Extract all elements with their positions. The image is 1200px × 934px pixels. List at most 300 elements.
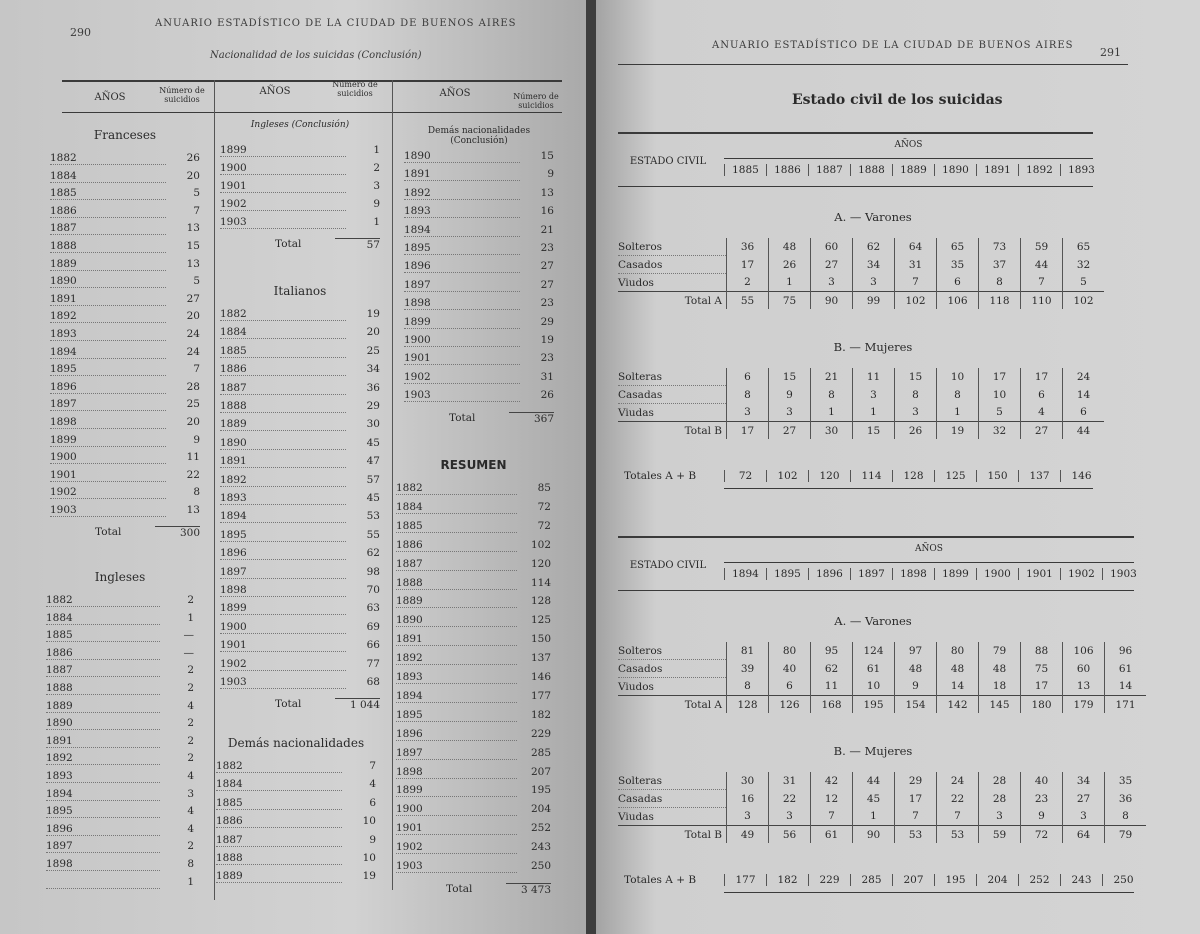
table-row xyxy=(216,760,376,778)
year-header: 1894 xyxy=(724,568,766,580)
value-cell: 18 xyxy=(979,678,1021,696)
value-cell: 3 xyxy=(727,404,769,422)
year-cell xyxy=(46,876,160,889)
year-cell: 1893 xyxy=(46,770,160,783)
table-row xyxy=(216,778,376,796)
block-title: Demás nacionalidades xyxy=(227,736,365,750)
row-label: Viudas xyxy=(618,808,727,826)
value-cell: 61 xyxy=(811,826,853,844)
value-cell: 19 xyxy=(937,422,979,440)
total-value: 125 xyxy=(934,470,976,482)
value-cell: 8 xyxy=(811,386,853,404)
value-cell: 25 xyxy=(186,398,200,411)
block-title: Demás nacionalidades (Conclusión) xyxy=(427,126,531,146)
value-cell: 98 xyxy=(366,565,380,578)
total-label: Total xyxy=(95,525,122,538)
table-row xyxy=(396,784,551,802)
value-cell: 37 xyxy=(979,256,1021,274)
table-row xyxy=(46,805,194,823)
year-cell: 1902 xyxy=(220,198,346,211)
year-cell: 1901 xyxy=(220,639,346,652)
year-cell: 1891 xyxy=(46,735,160,748)
year-cell: 1895 xyxy=(50,363,166,376)
year-cell: 1886 xyxy=(396,539,517,552)
table-row xyxy=(404,260,554,278)
value-cell: 6 xyxy=(1063,404,1105,422)
year-cell: 1882 xyxy=(46,594,160,607)
value-cell: 10 xyxy=(937,368,979,386)
row-label: Solteras xyxy=(618,368,727,386)
value-cell: 250 xyxy=(530,860,551,872)
table-row xyxy=(404,371,554,389)
table-row xyxy=(220,584,380,602)
year-cell: 1884 xyxy=(396,501,517,514)
year-header: 1902 xyxy=(1060,568,1102,580)
header-rule xyxy=(618,64,1128,65)
table-row xyxy=(46,647,194,665)
value-cell: 10 xyxy=(979,386,1021,404)
year-header: 1887 xyxy=(808,164,850,176)
year-cell: 1894 xyxy=(46,788,160,801)
table-row xyxy=(404,334,554,352)
value-cell: 8 xyxy=(895,386,937,404)
value-cell: 97 xyxy=(895,642,937,660)
right-page xyxy=(596,0,1200,934)
year-cell: 1900 xyxy=(50,451,166,464)
table-row xyxy=(618,256,1104,274)
value-cell: 137 xyxy=(530,652,551,665)
value-cell: 9 xyxy=(1021,808,1063,826)
value-cell: 114 xyxy=(530,576,551,589)
total-value: 204 xyxy=(976,874,1018,886)
year-cell: 1894 xyxy=(50,346,166,359)
year-cell: 1889 xyxy=(50,258,166,271)
value-cell: 6 xyxy=(727,368,769,386)
value-cell: 17 xyxy=(727,256,769,274)
value-cell: 3 xyxy=(187,787,194,800)
value-cell: 207 xyxy=(530,765,551,778)
total-value: 182 xyxy=(766,874,808,886)
year-header: 1898 xyxy=(892,568,934,580)
value-cell: 2 xyxy=(727,274,769,292)
table-row xyxy=(220,437,380,455)
row-label: Viudos xyxy=(618,274,727,292)
value-cell: 128 xyxy=(530,595,551,608)
table-row xyxy=(404,168,554,186)
table-row xyxy=(46,629,194,647)
value-cell: 9 xyxy=(193,433,200,446)
total-label: Total xyxy=(275,238,302,250)
value-cell: 13 xyxy=(540,186,554,199)
year-cell: 1893 xyxy=(50,328,166,341)
value-cell: 15 xyxy=(853,422,895,440)
table-row xyxy=(220,308,380,326)
year-cell: 1893 xyxy=(404,205,520,218)
table-row xyxy=(46,823,194,841)
table-row xyxy=(50,240,200,258)
year-cell: 1886 xyxy=(50,205,166,218)
value-cell: 75 xyxy=(1021,660,1063,678)
table-row xyxy=(618,404,1104,422)
value-cell: 6 xyxy=(1021,386,1063,404)
value-cell: 27 xyxy=(811,256,853,274)
year-cell: 1897 xyxy=(50,398,166,411)
value-cell: 31 xyxy=(540,370,554,383)
value-cell: 5 xyxy=(193,275,200,288)
table-row xyxy=(618,292,1104,310)
year-cell: 1898 xyxy=(396,766,517,779)
table-title: Estado civil de los suicidas xyxy=(792,92,1003,108)
value-cell: 57 xyxy=(366,473,380,486)
year-cell: 1891 xyxy=(220,455,346,468)
value-cell: 180 xyxy=(1021,696,1063,714)
value-cell: 59 xyxy=(979,826,1021,844)
row-label: Casados xyxy=(618,660,727,678)
year-header: 1900 xyxy=(976,568,1018,580)
value-cell: 24 xyxy=(186,345,200,358)
col-anos: AÑOS xyxy=(894,140,923,150)
value-cell: 154 xyxy=(895,696,937,714)
value-cell: 7 xyxy=(193,363,200,376)
year-cell: 1892 xyxy=(396,652,517,665)
total-value: 57 xyxy=(335,238,380,251)
year-cell: 1897 xyxy=(404,279,520,292)
value-cell: 9 xyxy=(895,678,937,696)
table-row xyxy=(220,400,380,418)
table-row xyxy=(396,539,551,557)
value-cell: 4 xyxy=(369,778,376,791)
value-cell: 13 xyxy=(186,257,200,270)
table-row xyxy=(618,368,1104,386)
running-header: ANUARIO ESTADÍSTICO DE LA CIUDAD DE BUENOS AIRES xyxy=(155,18,517,29)
table-row xyxy=(216,834,376,852)
year-cell: 1896 xyxy=(396,728,517,741)
value-cell: 6 xyxy=(369,796,376,809)
value-cell: 73 xyxy=(979,238,1021,256)
value-cell: 2 xyxy=(187,594,194,606)
value-cell: 11 xyxy=(186,451,200,464)
year-cell: 1885 xyxy=(46,629,160,642)
value-cell: 23 xyxy=(540,242,554,254)
total-value: 207 xyxy=(892,874,934,886)
value-cell: 48 xyxy=(895,660,937,678)
value-cell: 40 xyxy=(1021,772,1063,790)
year-cell: 1903 xyxy=(396,860,517,873)
year-cell: 1897 xyxy=(46,840,160,853)
value-cell: 128 xyxy=(727,696,769,714)
value-cell: 5 xyxy=(979,404,1021,422)
total-value: 250 xyxy=(1102,874,1144,886)
table-row xyxy=(618,790,1146,808)
section-title: B. — Mujeres xyxy=(833,744,913,758)
year-cell: 1885 xyxy=(220,345,346,358)
value-cell: 99 xyxy=(853,292,895,310)
value-cell: 19 xyxy=(366,308,380,320)
year-cell: 1892 xyxy=(50,310,166,323)
value-cell: 9 xyxy=(547,168,554,181)
table-row xyxy=(396,501,551,519)
table-row xyxy=(396,766,551,784)
year-header: 1896 xyxy=(808,568,850,580)
value-cell: 90 xyxy=(853,826,895,844)
value-cell: 85 xyxy=(537,482,551,494)
year-header: 1889 xyxy=(892,164,934,176)
row-label: Total B xyxy=(618,422,727,440)
total-value: 120 xyxy=(808,470,850,482)
year-cell: 1894 xyxy=(396,690,517,703)
value-cell: 62 xyxy=(366,547,380,560)
divider xyxy=(214,80,215,900)
value-cell: 55 xyxy=(366,528,380,541)
value-cell: 39 xyxy=(727,660,769,678)
table-row xyxy=(46,594,194,612)
value-cell: 1 xyxy=(769,274,811,292)
value-cell: 6 xyxy=(937,274,979,292)
value-cell: 28 xyxy=(186,380,200,393)
value-cell: 22 xyxy=(937,790,979,808)
value-cell: 56 xyxy=(769,826,811,844)
value-cell: 24 xyxy=(186,328,200,340)
value-cell: 62 xyxy=(853,238,895,256)
year-cell: 1902 xyxy=(404,371,520,384)
value-cell: 96 xyxy=(1105,642,1147,660)
value-cell: 20 xyxy=(186,416,200,428)
year-cell: 1895 xyxy=(46,805,160,818)
table-row xyxy=(220,326,380,344)
col-anos: AÑOS xyxy=(439,88,471,99)
value-cell: 68 xyxy=(366,676,380,688)
value-cell: 15 xyxy=(540,150,554,162)
table-row xyxy=(220,363,380,381)
value-cell: 47 xyxy=(366,455,380,468)
year-cell: 1884 xyxy=(46,612,160,625)
year-cell: 1890 xyxy=(396,614,517,627)
year-cell: 1887 xyxy=(50,222,166,235)
value-cell: 22 xyxy=(186,468,200,481)
value-cell: 16 xyxy=(727,790,769,808)
total-value: 150 xyxy=(976,470,1018,482)
value-cell: 1 xyxy=(853,404,895,422)
table-row xyxy=(404,205,554,223)
data-table xyxy=(618,772,1146,843)
value-cell: 14 xyxy=(1063,386,1105,404)
total-value: 229 xyxy=(808,874,850,886)
table-row xyxy=(396,652,551,670)
year-cell: 1885 xyxy=(216,797,342,810)
totals-label: Totales A + B xyxy=(624,874,697,886)
table-row xyxy=(220,216,380,234)
year-cell: 1887 xyxy=(46,664,160,677)
year-cell: 1882 xyxy=(396,482,517,495)
table-row xyxy=(220,639,380,657)
year-cell: 1888 xyxy=(220,400,346,413)
value-cell: 7 xyxy=(895,808,937,826)
table-row xyxy=(404,352,554,370)
section-title: A. — Varones xyxy=(834,614,912,628)
value-cell: 182 xyxy=(530,708,551,721)
total-label: Total xyxy=(449,411,476,424)
table-row xyxy=(396,841,551,859)
year-cell: 1898 xyxy=(220,584,346,597)
year-cell: 1898 xyxy=(404,297,520,310)
value-cell: 2 xyxy=(187,840,194,853)
value-cell: 17 xyxy=(1021,368,1063,386)
value-cell: 3 xyxy=(853,274,895,292)
total-value: 146 xyxy=(1060,470,1102,482)
year-cell: 1896 xyxy=(404,260,520,273)
table-row xyxy=(46,858,194,876)
totals-row xyxy=(724,874,1144,886)
value-cell: 9 xyxy=(369,833,376,846)
value-cell: 5 xyxy=(1063,274,1105,292)
year-header: 1897 xyxy=(850,568,892,580)
value-cell: 45 xyxy=(366,436,380,449)
value-cell: 7 xyxy=(1021,274,1063,292)
value-cell: 204 xyxy=(530,803,551,816)
year-cell: 1891 xyxy=(396,633,517,646)
col-anos: AÑOS xyxy=(259,86,291,97)
table-row xyxy=(396,577,551,595)
value-cell: 17 xyxy=(895,790,937,808)
table-row xyxy=(618,678,1146,696)
table-row xyxy=(618,826,1146,844)
value-cell: 60 xyxy=(811,238,853,256)
totals-row xyxy=(724,470,1102,482)
year-cell: 1898 xyxy=(50,416,166,429)
table-row xyxy=(396,860,551,878)
value-cell: 81 xyxy=(727,642,769,660)
value-cell: 24 xyxy=(1063,368,1105,386)
year-cell: 1901 xyxy=(220,180,346,193)
value-cell: 10 xyxy=(362,815,376,828)
value-cell: 10 xyxy=(853,678,895,696)
year-cell: 1890 xyxy=(50,275,166,288)
year-cell: 1903 xyxy=(404,389,520,402)
table-row xyxy=(220,492,380,510)
year-cell: 1886 xyxy=(220,363,346,376)
value-cell: 5 xyxy=(193,187,200,200)
running-header: ANUARIO ESTADÍSTICO DE LA CIUDAD DE BUENOS AIRES xyxy=(712,40,1074,51)
total-value: 114 xyxy=(850,470,892,482)
value-cell: 36 xyxy=(366,381,380,394)
value-cell: 23 xyxy=(540,352,554,365)
value-cell: 229 xyxy=(530,727,551,740)
col-estado: ESTADO CIVIL xyxy=(629,560,707,571)
table-row xyxy=(220,180,380,198)
value-cell: 23 xyxy=(1021,790,1063,808)
table-row xyxy=(404,389,554,407)
year-cell: 1888 xyxy=(396,577,517,590)
value-cell: 31 xyxy=(769,772,811,790)
value-cell: 55 xyxy=(727,292,769,310)
value-cell: 34 xyxy=(366,363,380,376)
table-row xyxy=(216,852,376,870)
year-cell: 1895 xyxy=(396,709,517,722)
row-label: Solteros xyxy=(618,642,727,660)
value-cell: 6 xyxy=(769,678,811,696)
value-cell: 27 xyxy=(540,260,554,273)
table-row xyxy=(618,808,1146,826)
value-cell: 35 xyxy=(1105,772,1147,790)
table-row xyxy=(46,840,194,858)
total-value: 300 xyxy=(155,526,200,539)
year-header: 1886 xyxy=(766,164,808,176)
year-header: 1888 xyxy=(850,164,892,176)
value-cell: 3 xyxy=(811,274,853,292)
value-cell: 11 xyxy=(811,678,853,696)
value-cell: 28 xyxy=(979,772,1021,790)
value-cell: 20 xyxy=(186,169,200,182)
value-cell: 40 xyxy=(769,660,811,678)
value-cell: 65 xyxy=(937,238,979,256)
value-cell: 243 xyxy=(530,841,551,854)
head-rule xyxy=(62,112,562,113)
value-cell: 53 xyxy=(366,510,380,523)
total-value: 1 044 xyxy=(335,698,380,711)
year-cell: 1902 xyxy=(396,841,517,854)
value-cell: 72 xyxy=(537,519,551,532)
table-row xyxy=(46,700,194,718)
row-label: Solteras xyxy=(618,772,727,790)
value-cell: 195 xyxy=(530,784,551,797)
value-cell: 32 xyxy=(979,422,1021,440)
table-row xyxy=(50,434,200,452)
value-cell: 2 xyxy=(187,734,194,747)
value-cell: 30 xyxy=(727,772,769,790)
value-cell: 106 xyxy=(937,292,979,310)
row-label: Casados xyxy=(618,256,727,274)
year-cell: 1888 xyxy=(216,852,342,865)
table-row xyxy=(396,595,551,613)
table-row xyxy=(618,772,1146,790)
year-cell: 1888 xyxy=(46,682,160,695)
row-label: Viudas xyxy=(618,404,727,422)
year-cell: 1900 xyxy=(220,162,346,175)
value-cell: 53 xyxy=(895,826,937,844)
year-cell: 1884 xyxy=(50,170,166,183)
table-row xyxy=(216,815,376,833)
table-row xyxy=(46,735,194,753)
value-cell: 26 xyxy=(540,389,554,402)
year-cell: 1894 xyxy=(220,510,346,523)
table-row xyxy=(50,152,200,170)
table-row xyxy=(50,222,200,240)
year-cell: 1882 xyxy=(50,152,166,165)
value-cell: 65 xyxy=(1063,238,1105,256)
block-title: Italianos xyxy=(273,284,327,298)
value-cell: 120 xyxy=(530,557,551,570)
table-row xyxy=(396,482,551,500)
value-cell: 48 xyxy=(769,238,811,256)
year-cell: 1892 xyxy=(404,187,520,200)
value-cell: 36 xyxy=(1105,790,1147,808)
year-header: 1895 xyxy=(766,568,808,580)
value-cell: 195 xyxy=(853,696,895,714)
row-label: Casadas xyxy=(618,386,727,404)
year-cell: 1886 xyxy=(46,647,160,660)
table-row xyxy=(618,660,1146,678)
value-cell: 2 xyxy=(187,682,194,694)
value-cell: 34 xyxy=(853,256,895,274)
value-cell: 27 xyxy=(540,278,554,291)
table-row xyxy=(50,346,200,364)
value-cell: 24 xyxy=(937,772,979,790)
year-cell: 1890 xyxy=(404,150,520,163)
table-row xyxy=(50,258,200,276)
value-cell: 14 xyxy=(937,678,979,696)
value-cell: 142 xyxy=(937,696,979,714)
year-cell: 1887 xyxy=(396,558,517,571)
